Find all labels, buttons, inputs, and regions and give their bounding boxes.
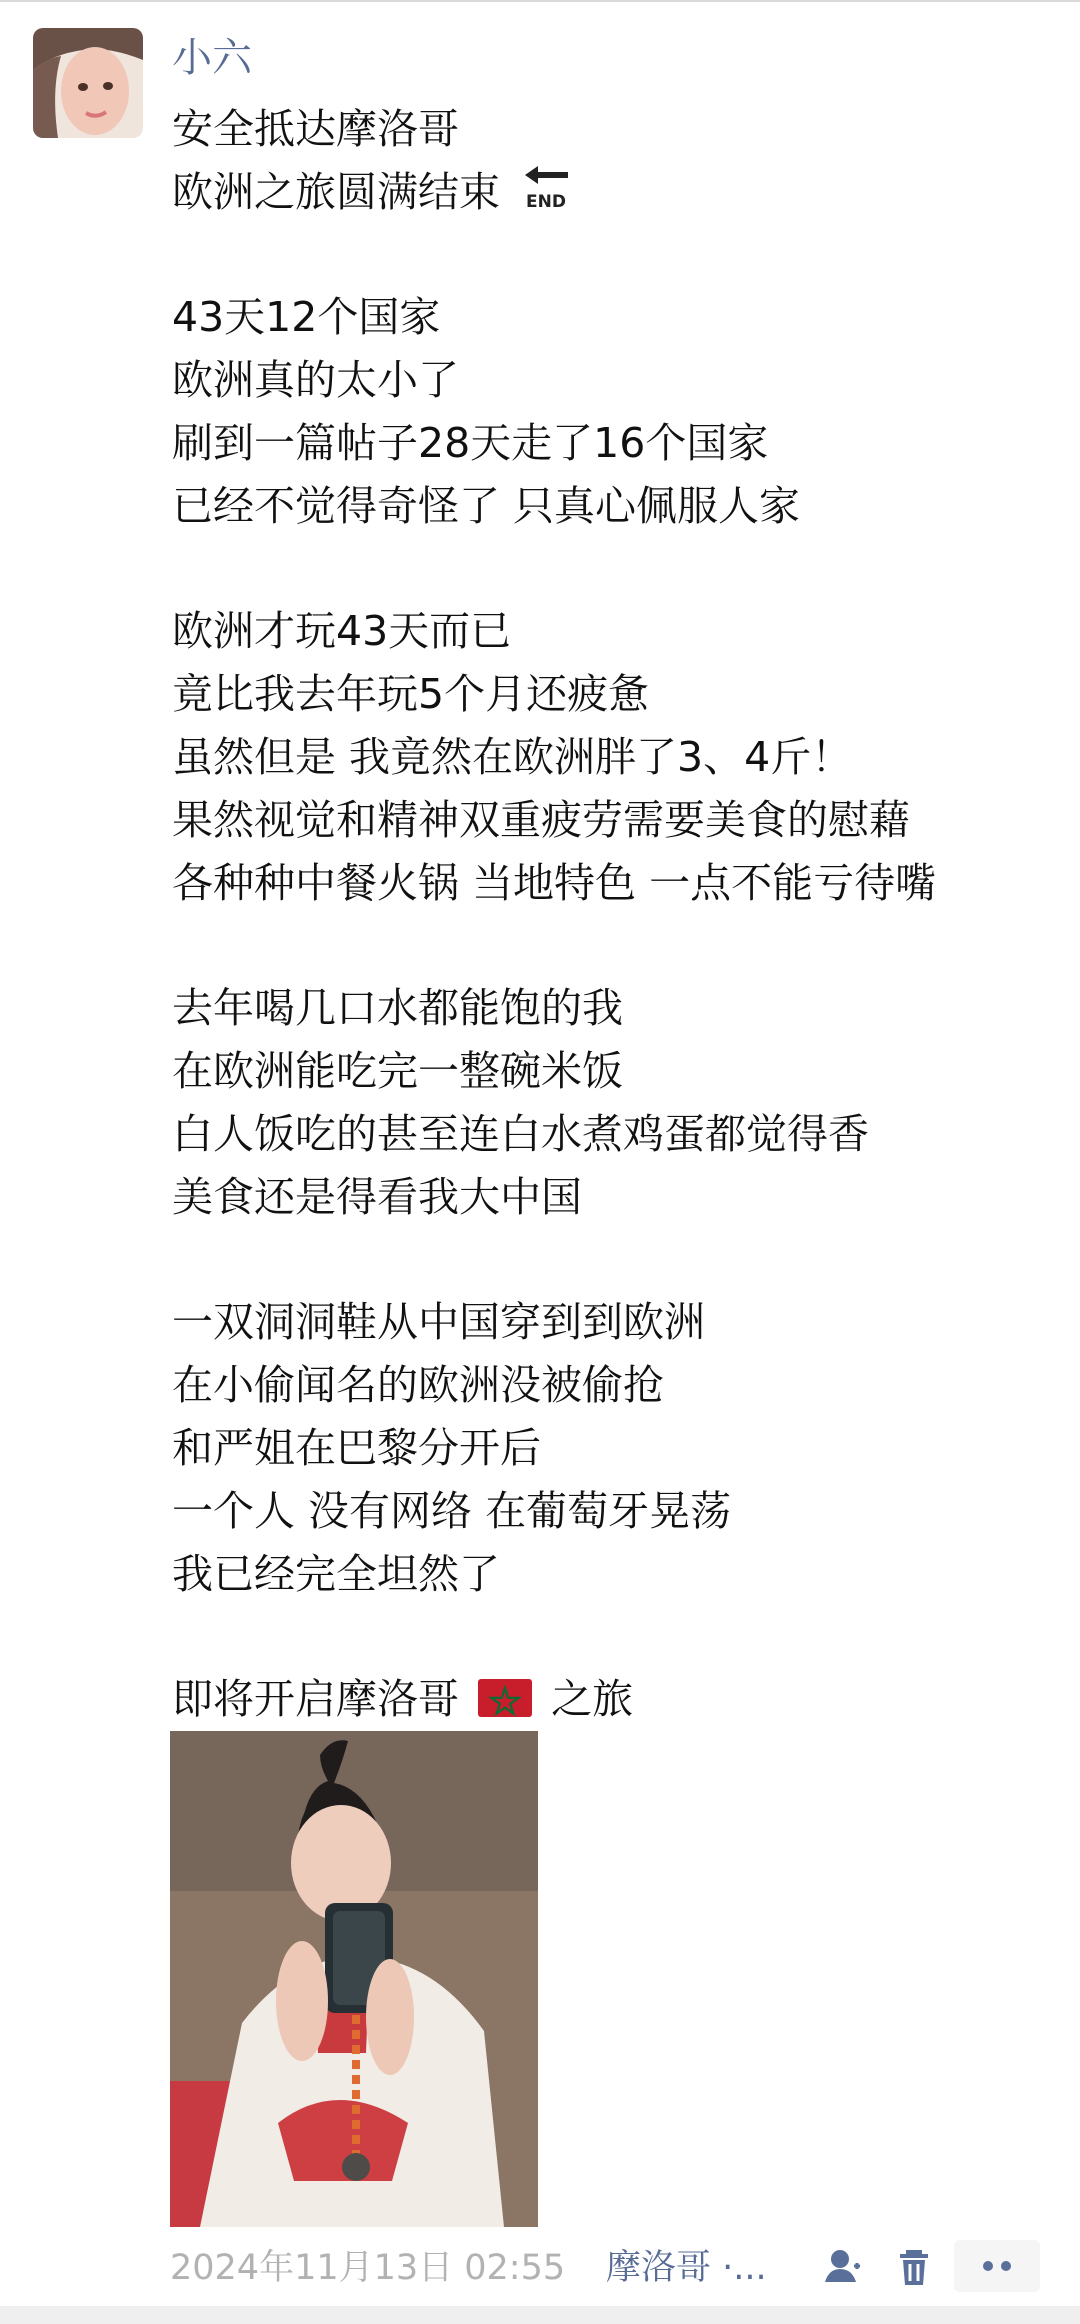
post-line: 在小偷闻名的欧洲没被偷抢 xyxy=(172,1361,664,1409)
post-line: 去年喝几口水都能饱的我 xyxy=(172,984,623,1032)
post-line: 一双洞洞鞋从中国穿到到欧洲 xyxy=(172,1298,705,1346)
timestamp: 2024年11月13日 02:55 xyxy=(170,2248,566,2288)
post-line: 各种种中餐火锅 当地特色 一点不能亏待嘴 xyxy=(172,859,937,907)
post-line: 欧洲真的太小了 xyxy=(172,356,459,404)
post-line: 在欧洲能吃完一整碗米饭 xyxy=(172,1047,623,1095)
person-icon[interactable] xyxy=(820,2244,868,2292)
end-arrow-icon xyxy=(521,162,573,230)
post-line: 白人饭吃的甚至连白水煮鸡蛋都觉得香 xyxy=(172,1110,869,1158)
post-line: 一个人 没有网络 在葡萄牙晃荡 xyxy=(172,1487,732,1535)
post-line-text: 之旅 xyxy=(551,1675,634,1723)
post-line: 和严姐在巴黎分开后 xyxy=(172,1424,541,1472)
more-dots-icon[interactable] xyxy=(954,2240,1040,2292)
avatar[interactable] xyxy=(33,28,143,138)
post-line xyxy=(172,1668,1052,1731)
spacer xyxy=(172,1606,1052,1668)
post-line: 43天12个国家 xyxy=(172,293,441,341)
spacer xyxy=(172,538,1052,600)
post-line: 我已经完全坦然了 xyxy=(172,1550,500,1598)
spacer xyxy=(172,915,1052,977)
trash-icon[interactable] xyxy=(890,2244,938,2292)
post-line: 虽然但是 我竟然在欧洲胖了3、4斤！ xyxy=(172,733,853,781)
author-name[interactable]: 小六 xyxy=(172,35,252,81)
location-link[interactable]: 摩洛哥 ·... xyxy=(606,2248,767,2288)
post-line-text: 欧洲之旅圆满结束 xyxy=(172,168,500,216)
spacer xyxy=(172,1229,1052,1291)
spacer xyxy=(172,224,1052,286)
post-line: 欧洲才玩43天而已 xyxy=(172,607,512,655)
end-emoji-label: END xyxy=(526,192,566,212)
post-line xyxy=(172,161,1052,224)
post-line: 安全抵达摩洛哥 xyxy=(172,105,459,153)
post-footer xyxy=(170,2240,1050,2296)
photo-thumbnail[interactable] xyxy=(170,1731,538,2227)
post-line: 刷到一篇帖子28天走了16个国家 xyxy=(172,419,769,467)
top-divider xyxy=(0,0,1080,2)
morocco-flag-icon xyxy=(478,1672,532,1735)
post-line: 竟比我去年玩5个月还疲惫 xyxy=(172,670,650,718)
post-content xyxy=(172,98,1052,1731)
post-line: 果然视觉和精神双重疲劳需要美食的慰藉 xyxy=(172,796,910,844)
post-line: 美食还是得看我大中国 xyxy=(172,1173,582,1221)
post-line: 已经不觉得奇怪了 只真心佩服人家 xyxy=(172,482,801,530)
post-line-text: 即将开启摩洛哥 xyxy=(172,1675,459,1723)
bottom-divider xyxy=(0,2306,1080,2324)
